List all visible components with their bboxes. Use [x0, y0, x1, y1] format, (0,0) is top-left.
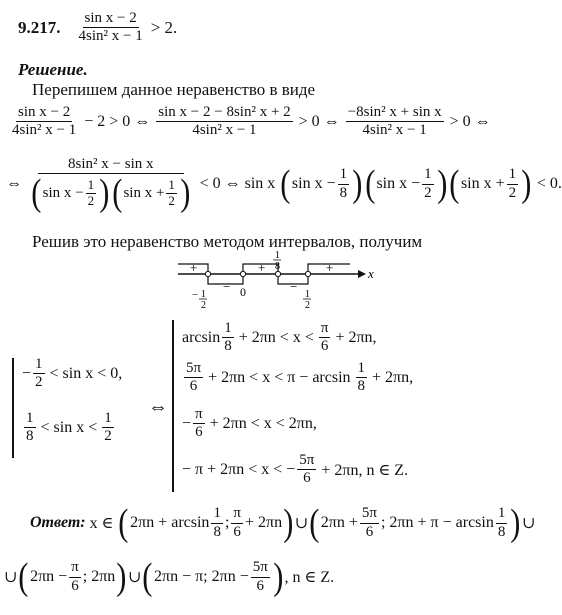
sign-4: − [290, 279, 298, 294]
sign-3: + [258, 260, 266, 275]
problem-number: 9.217. [18, 17, 61, 37]
problem-fraction: $\frac{\text{sin x − 2}}{\text{4sin² x − 1}}$ [78, 10, 143, 45]
answer-label: Ответ: [30, 514, 86, 531]
axis-label: x [368, 266, 374, 281]
svg-text:1: 1 [275, 250, 280, 261]
point-neg-half [205, 271, 210, 276]
solution-label: Решение. [18, 60, 88, 79]
point-eighth [275, 271, 280, 276]
svg-text:−: − [192, 289, 199, 301]
sign-5: + [326, 260, 334, 275]
left-system-bracket [12, 358, 14, 458]
sign-2: − [223, 279, 231, 294]
equation-step-1: $\frac{\text{sin x − 2}}{\text{4sin² x − 1}}$ − 2 > 0 ⇔ $\frac{\text{sin x − 2 − 8sin² x + 2}}{\text{4sin² x − 1}}$ > 0 ⇔ $\frac{\text{−8sin² x + sin x}}{\text{4sin² x − 1}}$ > 0 ⇔ [12, 104, 491, 139]
intro-text: Перепишем данное неравенство в виде [32, 80, 316, 99]
left-system-line-1: − $\frac{1}{2}$ < sin x < 0, [22, 356, 123, 391]
problem-statement: 9.217. $\frac{\text{sin x − 2}}{\text{4sin² x − 1}}$ > 2. [18, 10, 178, 45]
right-system-bracket [172, 320, 174, 492]
number-line-diagram [168, 250, 378, 316]
svg-text:2: 2 [305, 300, 310, 311]
zero-label: 0 [240, 285, 246, 299]
svg-text:1: 1 [201, 289, 206, 300]
right-system-line-3: − $\frac{\pi}{6}$ + 2πn < x < 2πn, [182, 406, 317, 441]
svg-text:8: 8 [275, 261, 280, 272]
equivalence-sign: ⇔ [148, 396, 168, 418]
right-system-line-2: $\frac{5\pi}{6}$ + 2πn < x < π − arcsin $\frac{1}{8}$ + 2πn, [186, 360, 414, 395]
right-system-line-4: − π + 2πn < x < − $\frac{5\pi}{6}$ + 2πn, n ∈ Z. [182, 452, 409, 487]
point-zero [240, 271, 245, 276]
point-half [305, 271, 310, 276]
answer-line-1: Ответ: x ∈ ( 2πn + arcsin $\frac{1}{8}$ ; $\frac{\pi}{6}$ + 2πn ) ∪ ( 2πn + $\frac{5\pi}{6}$ ; 2πn + π − arcsin $\frac{1}{8}$ ) ∪ [30, 502, 536, 544]
right-system-line-1: arcsin $\frac{1}{8}$ + 2πn < x < $\frac{\pi}{6}$ + 2πn, [182, 320, 377, 355]
svg-text:2: 2 [201, 300, 206, 311]
answer-line-2: ∪ ( 2πn − $\frac{\pi}{6}$ ; 2πn ) ∪ ( 2πn − π; 2πn − $\frac{5\pi}{6}$ ) , n ∈ Z. [4, 556, 335, 598]
axis-arrow-icon [358, 270, 366, 278]
svg-text:1: 1 [305, 289, 310, 300]
sign-1: + [190, 260, 198, 275]
equation-step-2: ⇔ 8sin² x − sin x ( sin x − $\frac{1}{2}$ ) ( sin x + $\frac{1}{2}$ ) < 0 ⇔ sin x ( sin x − $\frac{1}{8}$ ) ( sin x − $\frac{1}{2}$ ) ( sin x + $\frac{1}{2}$ ) < 0. [6, 156, 562, 215]
left-system-line-2: $\frac{1}{8}$ < sin x < $\frac{1}{2}$ [26, 410, 112, 445]
intervals-text: Решив это неравенство методом интервалов, получим [32, 232, 423, 251]
